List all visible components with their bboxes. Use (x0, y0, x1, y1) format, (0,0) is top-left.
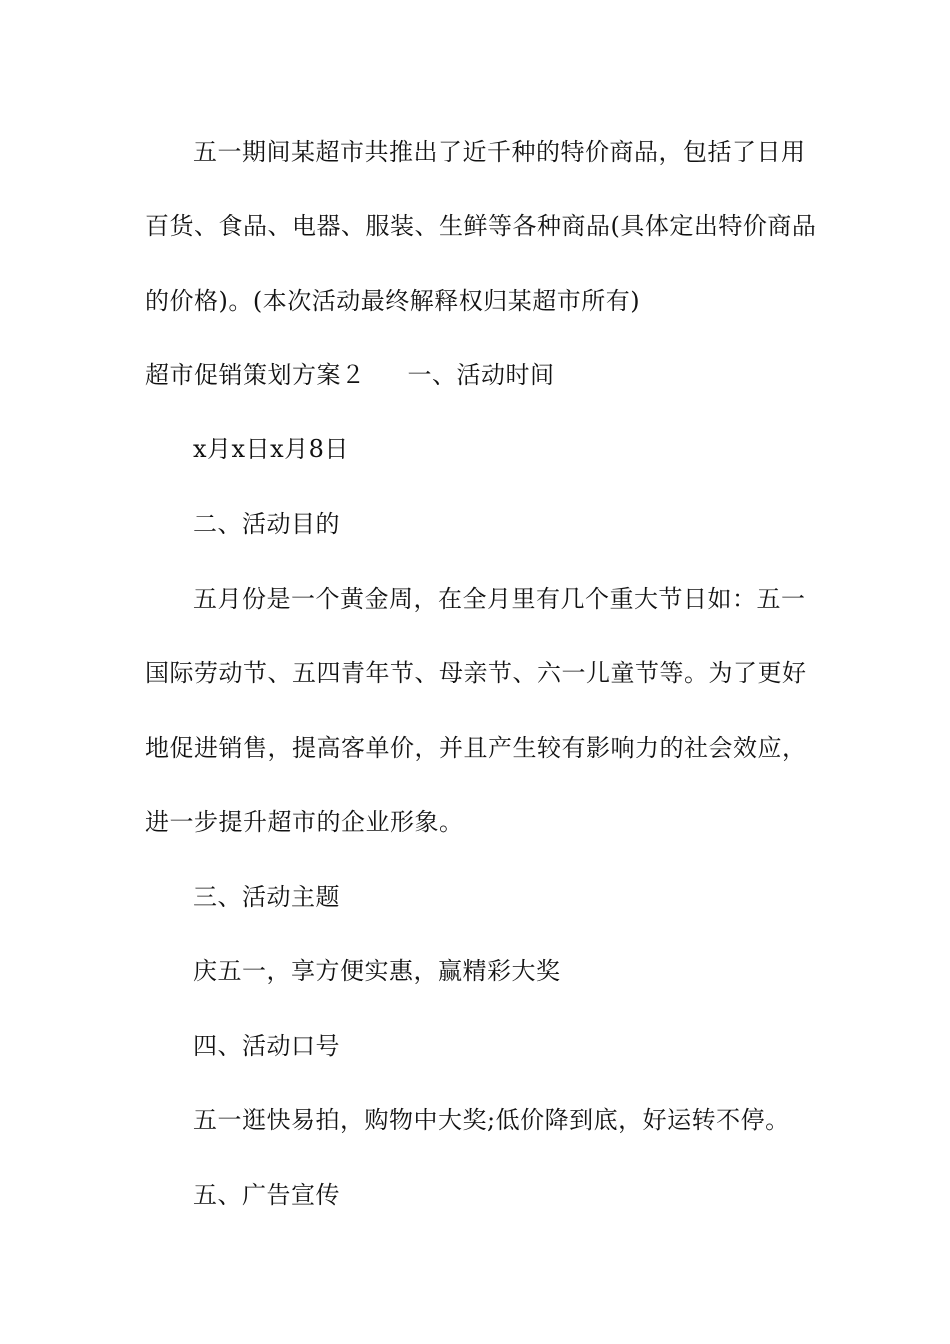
section-title-row (145, 359, 555, 391)
paragraph-line: 地促进销售，提高客单价，并且产生较有影响力的社会效应， (145, 734, 807, 762)
date-line: x月x日x月8日 (193, 435, 349, 463)
paragraph-line: 五月份是一个黄金周，在全月里有几个重大节日如：五一 (193, 585, 806, 613)
section-title: 超市促销策划方案２ (145, 361, 366, 389)
paragraph-line: 五一期间某超市共推出了近千种的特价商品，包括了日用 (193, 138, 806, 166)
theme-text: 庆五一，享方便实惠，赢精彩大奖 (193, 957, 561, 985)
heading-advertising: 五、广告宣传 (193, 1181, 340, 1209)
paragraph-line: 进一步提升超市的企业形象。 (145, 808, 464, 836)
slogan-text: 五一逛快易拍，购物中大奖;低价降到底，好运转不停。 (193, 1106, 790, 1134)
paragraph-line: 国际劳动节、五四青年节、母亲节、六一儿童节等。为了更好 (145, 659, 807, 687)
heading-activity-time: 一、活动时间 (407, 361, 555, 389)
heading-activity-purpose: 二、活动目的 (193, 510, 340, 538)
heading-activity-theme: 三、活动主题 (193, 883, 340, 911)
heading-activity-slogan: 四、活动口号 (193, 1032, 340, 1060)
paragraph-line: 百货、食品、电器、服装、生鲜等各种商品(具体定出特价商品 (145, 212, 817, 240)
paragraph-line: 的价格)。(本次活动最终解释权归某超市所有) (145, 287, 641, 315)
